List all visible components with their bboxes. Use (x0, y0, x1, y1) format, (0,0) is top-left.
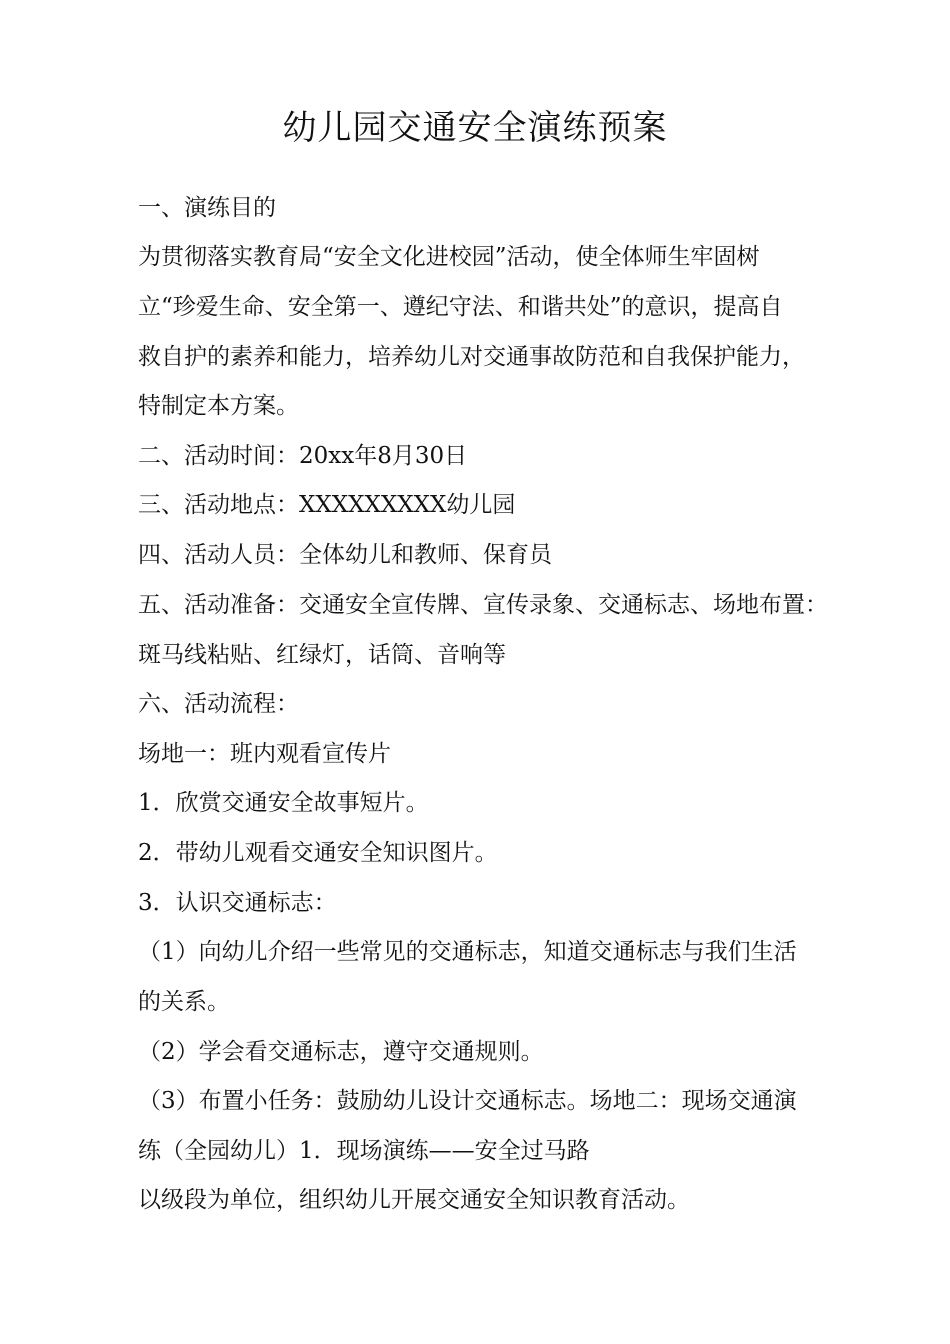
subsection-heading: 场地一：班内观看宣传片 (138, 741, 391, 767)
section-heading-process: 六、活动流程： (138, 691, 299, 717)
list-item: 3．认识交通标志： (138, 890, 337, 916)
section-heading-preparation: 五、活动准备：交通安全宣传牌、宣传录象、交通标志、场地布置： (138, 592, 828, 618)
document-title: 幼儿园交通安全演练预案 (282, 108, 668, 148)
paragraph-line: 救自护的素养和能力，培养幼儿对交通事故防范和自我保护能力， (138, 344, 805, 370)
paragraph-line: 为贯彻落实教育局“安全文化进校园”活动，使全体师生牢固树 (138, 244, 760, 270)
list-item: （3）布置小任务：鼓励幼儿设计交通标志。场地二：现场交通演 (138, 1088, 797, 1114)
paragraph-line: 练（全园幼儿）1．现场演练——安全过马路 (138, 1138, 590, 1164)
paragraph-line: 立“珍爱生命、安全第一、遵纪守法、和谐共处”的意识，提高自 (138, 294, 783, 320)
paragraph-line: 特制定本方案。 (138, 393, 299, 419)
paragraph-line: 的关系。 (138, 989, 230, 1015)
list-item: 1．欣赏交通安全故事短片。 (138, 790, 429, 816)
list-item: （1）向幼儿介绍一些常见的交通标志，知道交通标志与我们生活 (138, 939, 797, 965)
section-heading-time: 二、活动时间：20xx年8月30日 (138, 443, 468, 469)
section-heading-personnel: 四、活动人员：全体幼儿和教师、保育员 (138, 542, 552, 568)
section-heading-location: 三、活动地点：XXXXXXXXX幼儿园 (138, 492, 516, 518)
paragraph-line: 斑马线粘贴、红绿灯，话筒、音响等 (138, 642, 506, 668)
list-item: 2．带幼儿观看交通安全知识图片。 (138, 840, 498, 866)
paragraph-line: 以级段为单位，组织幼儿开展交通安全知识教育活动。 (138, 1187, 690, 1213)
list-item: （2）学会看交通标志，遵守交通规则。 (138, 1039, 544, 1065)
section-heading-purpose: 一、演练目的 (138, 195, 276, 221)
